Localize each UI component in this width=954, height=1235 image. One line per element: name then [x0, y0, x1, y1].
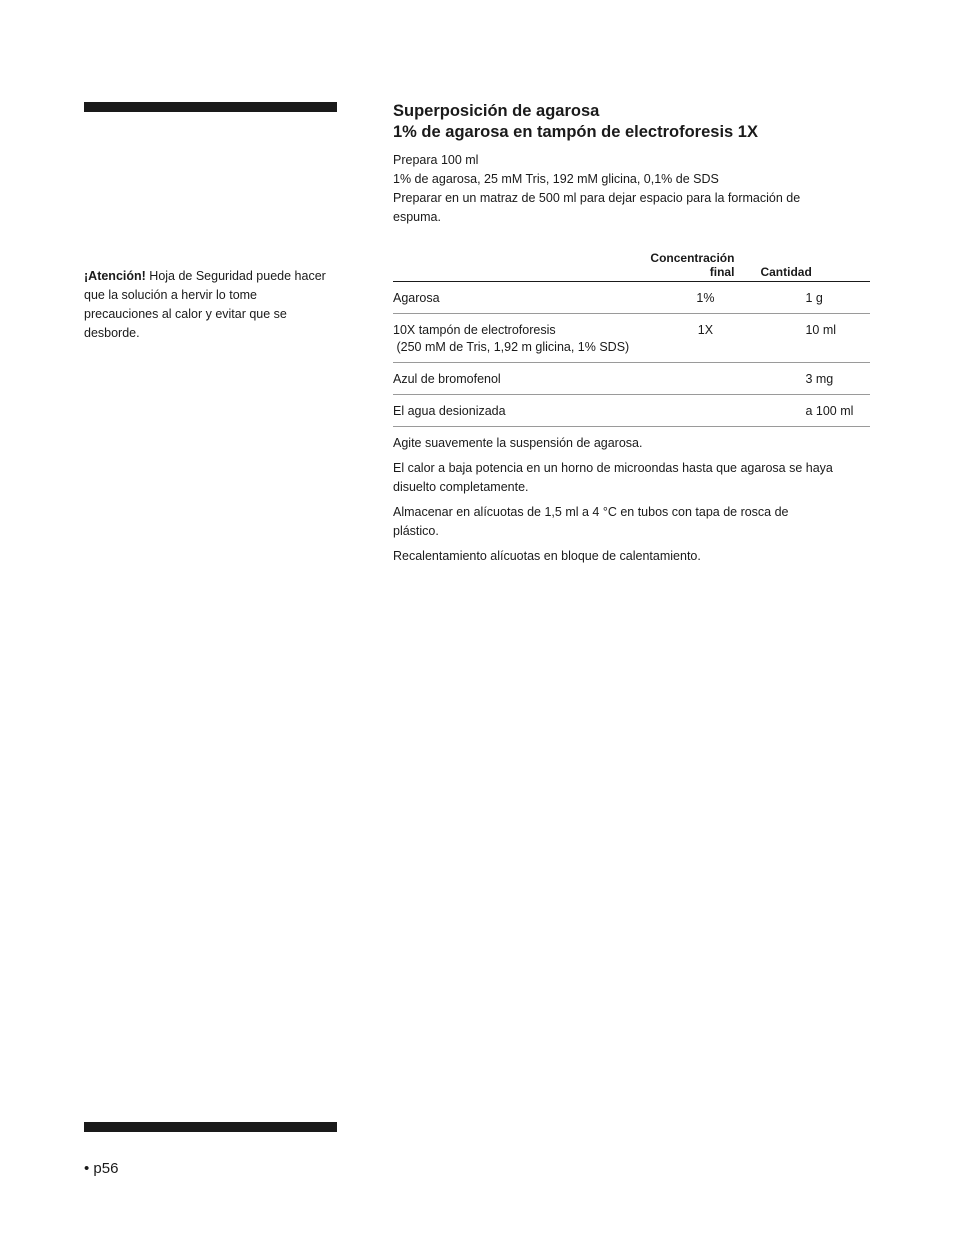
- quantity-cell: 1 g: [760, 282, 870, 314]
- step-text: Agite suavemente la suspensión de agarosa.: [393, 436, 643, 450]
- step-text: Recalentamiento alícuotas en bloque de calentamiento.: [393, 549, 701, 563]
- intro-line: Prepara 100 ml: [393, 153, 479, 167]
- safety-note-text: Hoja de Seguridad puede hacer que la solución a hervir lo tome precauciones al calor y evitar que se desborde.: [84, 269, 326, 340]
- main-content: [393, 101, 870, 572]
- safety-note: [84, 267, 329, 343]
- table-row: [393, 395, 870, 427]
- concentration-cell: 1X: [650, 314, 760, 363]
- section-heading: [393, 101, 870, 143]
- top-rule: [84, 102, 337, 112]
- step-text: El calor a baja potencia en un horno de microondas hasta que agarosa se haya disuelto completamente.: [393, 461, 833, 494]
- table-row: [393, 314, 870, 363]
- intro-line: Preparar en un matraz de 500 ml para dejar espacio para la formación de espuma.: [393, 191, 801, 224]
- ingredient-cell: [393, 282, 650, 314]
- quantity-cell: 3 mg: [760, 363, 870, 395]
- concentration-cell: 1%: [650, 282, 760, 314]
- ingredient-detail: (250 mM de Tris, 1,92 m glicina, 1% SDS): [393, 340, 630, 354]
- concentration-cell: [650, 363, 760, 395]
- header-quantity: Cantidad: [760, 251, 870, 282]
- procedure-steps: [393, 434, 870, 566]
- safety-note-label: ¡Atención!: [84, 269, 146, 283]
- ingredient-cell: [393, 395, 650, 427]
- ingredient-name: Agarosa: [393, 291, 440, 305]
- ingredient-name: Azul de bromofenol: [393, 372, 501, 386]
- recipe-table: [393, 251, 870, 427]
- ingredient-name: 10X tampón de electroforesis: [393, 323, 556, 337]
- ingredient-name: El agua desionizada: [393, 404, 506, 418]
- quantity-cell: a 100 ml: [760, 395, 870, 427]
- header-ingredient: [393, 251, 650, 282]
- heading-line-2: 1% de agarosa en tampón de electroforesis 1X: [393, 123, 758, 141]
- step-text: Almacenar en alícuotas de 1,5 ml a 4 °C en tubos con tapa de rosca de plástico.: [393, 505, 789, 538]
- page-number: • p56: [84, 1160, 119, 1177]
- intro-text: [393, 151, 870, 227]
- concentration-cell: [650, 395, 760, 427]
- table-row: [393, 282, 870, 314]
- bottom-rule: [84, 1122, 337, 1132]
- table-header-row: [393, 251, 870, 282]
- ingredient-cell: [393, 314, 650, 363]
- heading-line-1: Superposición de agarosa: [393, 102, 600, 120]
- table-row: [393, 363, 870, 395]
- header-final-concentration: Concentración final: [650, 251, 760, 282]
- ingredient-cell: [393, 363, 650, 395]
- quantity-cell: 10 ml: [760, 314, 870, 363]
- intro-line: 1% de agarosa, 25 mM Tris, 192 mM glicina, 0,1% de SDS: [393, 172, 719, 186]
